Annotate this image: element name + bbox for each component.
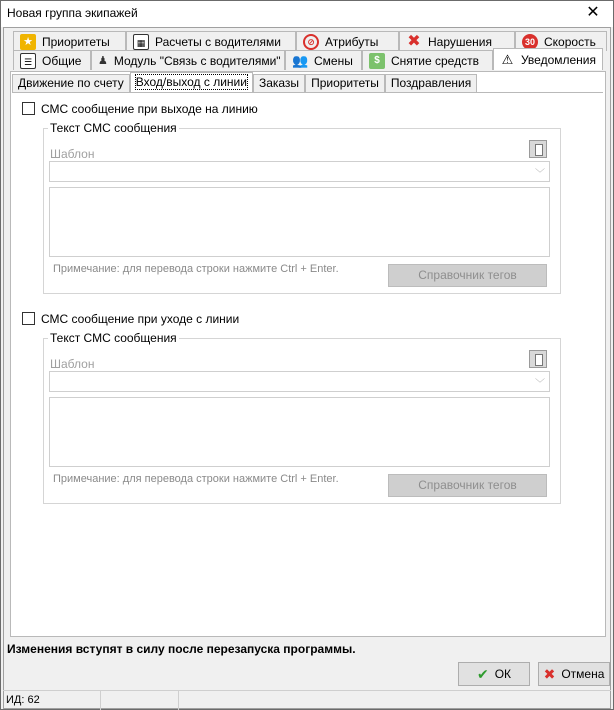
- template-label: Шаблон: [50, 147, 95, 161]
- sms-on-line-entry-checkbox[interactable]: [22, 102, 35, 115]
- ok-button[interactable]: [458, 662, 530, 686]
- tab-shifts[interactable]: [285, 50, 362, 70]
- template-label: Шаблон: [50, 357, 95, 371]
- sms-on-line-exit-checkbox[interactable]: [22, 312, 35, 325]
- tab-withdrawal[interactable]: [362, 50, 493, 70]
- subtab-label: Движение по счету: [18, 76, 124, 90]
- tab-label: Снятие средств: [391, 53, 479, 68]
- sms-on-line-exit-label: СМС сообщение при уходе с линии: [41, 312, 240, 326]
- window-title: Новая группа экипажей: [7, 6, 138, 20]
- calculator-icon: ▦: [133, 34, 149, 50]
- tab-driver-module[interactable]: [91, 50, 285, 70]
- checkmark-icon: ✔: [476, 665, 489, 682]
- tab-label: Модуль "Связь с водителями": [113, 53, 281, 68]
- no-smoking-icon: ⊘: [303, 34, 319, 50]
- line-break-note: Примечание: для перевода строки нажмите Ctrl + Enter.: [53, 263, 339, 275]
- tab-notifications[interactable]: [493, 48, 603, 70]
- speed-30-icon: 30: [522, 34, 538, 50]
- sms-text-area-1[interactable]: [49, 187, 550, 257]
- cancel-label: Отмена: [561, 667, 605, 681]
- tab-attributes[interactable]: [296, 31, 399, 51]
- close-icon[interactable]: ✕: [586, 4, 600, 21]
- subtab-row: [12, 74, 477, 92]
- subtab-orders[interactable]: [253, 74, 305, 92]
- ok-label: ОК: [494, 667, 512, 681]
- tab-label: Скорость: [544, 34, 596, 49]
- cancel-x-icon: ✖: [543, 665, 556, 682]
- tab-driver-payments[interactable]: [126, 31, 296, 51]
- tab-label: Общие: [42, 53, 82, 68]
- subtab-line-entry-exit[interactable]: [130, 72, 253, 92]
- sms-text-area-2[interactable]: [49, 397, 550, 467]
- restart-notice: Изменения вступят в силу после перезапуска программы.: [7, 642, 356, 656]
- template-select-1[interactable]: [49, 161, 550, 182]
- tab-label: Атрибуты: [325, 34, 379, 49]
- cancel-button[interactable]: [538, 662, 610, 686]
- properties-icon: ☰: [20, 53, 36, 69]
- tags-directory-button-1[interactable]: Справочник тегов: [388, 264, 547, 287]
- subtab-label: Приоритеты: [311, 76, 379, 90]
- status-cell-empty: [179, 691, 611, 710]
- line-break-note: Примечание: для перевода строки нажмите Ctrl + Enter.: [53, 473, 339, 485]
- tab-label: Уведомления: [520, 52, 596, 67]
- tab-label: Смены: [314, 53, 353, 68]
- subtab-label: Заказы: [258, 76, 300, 90]
- tab-row-bottom: [13, 50, 603, 70]
- sms-on-line-entry-label: СМС сообщение при выходе на линию: [41, 102, 258, 116]
- sms-text-group-title: Текст СМС сообщения: [50, 331, 177, 345]
- template-edit-icon[interactable]: [529, 350, 547, 368]
- status-id: ИД: 62: [3, 691, 101, 710]
- money-icon: $: [369, 53, 385, 69]
- title-bar: [1, 1, 613, 27]
- template-select-2[interactable]: [49, 371, 550, 392]
- subtab-label: Поздравления: [390, 76, 472, 90]
- priority-icon: ★: [20, 34, 36, 50]
- status-bar: [3, 690, 611, 709]
- subtab-greetings[interactable]: [385, 74, 477, 92]
- chevron-down-icon: ﹀: [535, 379, 545, 390]
- warning-icon: ⚠: [501, 51, 514, 67]
- tab-label: Нарушения: [428, 34, 493, 49]
- subtab-priorities[interactable]: [305, 74, 385, 92]
- sms-text-group-title: Текст СМС сообщения: [50, 121, 177, 135]
- tab-priorities[interactable]: [13, 31, 126, 51]
- subtab-label: Вход/выход с линии: [135, 75, 247, 89]
- tab-label: Приоритеты: [42, 34, 110, 49]
- people-icon: 👥: [292, 52, 309, 68]
- status-cell-empty: [101, 691, 179, 710]
- tab-general[interactable]: [13, 50, 91, 70]
- tags-directory-button-2[interactable]: Справочник тегов: [388, 474, 547, 497]
- subtab-account-movement[interactable]: [12, 74, 130, 92]
- tab-label: Расчеты с водителями: [155, 34, 281, 49]
- template-edit-icon[interactable]: [529, 140, 547, 158]
- red-x-icon: ✖: [407, 32, 421, 50]
- chevron-down-icon: ﹀: [535, 169, 545, 180]
- driver-icon: ♟: [98, 54, 108, 67]
